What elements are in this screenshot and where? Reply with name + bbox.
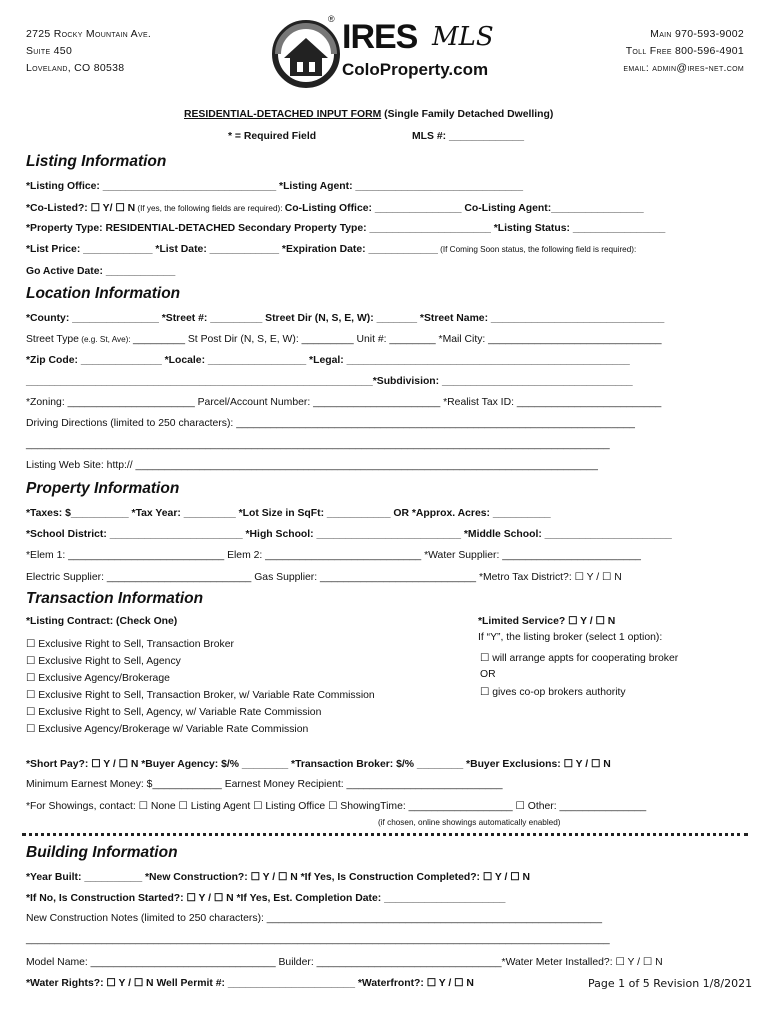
co-listed-line[interactable] — [26, 202, 644, 214]
contract-option-ers-agency[interactable]: ☐ Exclusive Right to Sell, Agency — [26, 656, 181, 667]
contract-option-ers-transaction-broker[interactable]: ☐ Exclusive Right to Sell, Transaction Broker — [26, 639, 234, 650]
office-address — [26, 26, 151, 77]
construction-started-line[interactable]: *If No, Is Construction Started?: ☐ Y / ☐ N *If Yes, Est. Completion Date: _____________________ — [26, 893, 506, 904]
list-price-line[interactable] — [26, 244, 636, 255]
short-pay-agency-line[interactable]: *Short Pay?: ☐ Y / ☐ N *Buyer Agency: $/% ________ *Transaction Broker: $/% ________ *Buyer Exclusions: ☐ Y / ☐ N — [26, 759, 611, 770]
property-type-line[interactable]: *Property Type: RESIDENTIAL-DETACHED Secondary Property Type: _____________________ *Listing Status: ________________ — [26, 223, 666, 234]
address-line-2: Suite 450 — [26, 45, 73, 57]
limited-option-or: OR — [480, 669, 496, 680]
go-active-date-field[interactable]: Go Active Date: ____________ — [26, 266, 176, 277]
school-district-line[interactable]: *School District: _______________________ *High School: _________________________ *Middle School: ______________________ — [26, 529, 672, 540]
coming-soon-note: (If Coming Soon status, the following field is required): — [437, 245, 637, 254]
earnest-money-line[interactable]: Minimum Earnest Money: $____________ Earnest Money Recipient: ___________________________ — [26, 779, 503, 790]
property-information-heading: Property Information — [26, 480, 180, 497]
logo-registered-mark: ® — [328, 14, 335, 24]
transaction-information-heading: Transaction Information — [26, 590, 204, 607]
construction-notes-field[interactable]: New Construction Notes (limited to 250 characters): __________________________________________________________ — [26, 913, 602, 924]
year-built-construction-line[interactable]: *Year Built: __________ *New Construction?: ☐ Y / ☐ N *If Yes, Is Construction Completed?: ☐ Y / ☐ N — [26, 872, 531, 883]
co-listed-note: (If yes, the following fields are required): — [135, 204, 285, 213]
listing-contract-label: *Listing Contract: (Check One) — [26, 616, 178, 627]
page-footer: Page 1 of 5 Revision 1/8/2021 — [588, 977, 753, 990]
logo-coloproperty-text: ColoProperty.com — [342, 60, 489, 79]
contact-email: email: admin@ires-net.com — [623, 62, 744, 74]
form-title-subtitle: (Single Family Detached Dwelling) — [381, 109, 554, 120]
building-information-heading: Building Information — [26, 844, 178, 861]
logo-ires-text: IRES — [342, 18, 418, 56]
required-field-note: * = Required Field — [228, 131, 317, 142]
toll-free-phone: Toll Free 800-596-4901 — [625, 45, 744, 57]
location-information-heading: Location Information — [26, 285, 181, 302]
contract-option-ers-tb-variable[interactable]: ☐ Exclusive Right to Sell, Transaction Broker, w/ Variable Rate Commission — [26, 690, 375, 701]
zip-locale-legal-line[interactable]: *Zip Code: ______________ *Locale: _________________ *Legal: _________________________________________________ — [26, 355, 630, 366]
limited-service-note: If “Y”, the listing broker (select 1 option): — [478, 632, 663, 643]
driving-directions-line-2[interactable]: _____________________________________________________________________________________________________ — [26, 439, 610, 450]
contract-option-ers-agency-variable[interactable]: ☐ Exclusive Right to Sell, Agency, w/ Variable Rate Commission — [26, 707, 322, 718]
main-phone: Main 970-593-9002 — [650, 28, 744, 40]
utilities-metro-tax-line[interactable]: Electric Supplier: _________________________ Gas Supplier: ___________________________ *Metro Tax District?: ☐ Y / ☐ N — [26, 572, 622, 583]
form-title — [184, 109, 553, 120]
ires-mls-logo — [270, 14, 510, 90]
street-type-line[interactable] — [26, 334, 662, 345]
listing-website-field[interactable]: Listing Web Site: http:// ________________________________________________________________________________ — [26, 460, 598, 471]
limited-service-checkbox[interactable]: *Limited Service? ☐ Y / ☐ N — [478, 616, 616, 627]
county-street-line[interactable]: *County: _______________ *Street #: _________ Street Dir (N, S, E, W): _______ *Street Name: ______________________________ — [26, 313, 665, 324]
listing-information-heading: Listing Information — [26, 153, 167, 170]
street-type-example: (e.g. St, Ave): — [78, 335, 133, 344]
listing-office-agent-line[interactable]: *Listing Office: ______________________________ *Listing Agent: _____________________________ — [26, 181, 523, 192]
street-dir-unit-city[interactable]: _________ St Post Dir (N, S, E, W): _________ Unit #: ________ *Mail City: ______________________________ — [132, 334, 662, 345]
water-rights-waterfront-line[interactable]: *Water Rights?: ☐ Y / ☐ N Well Permit #: ______________________ *Waterfront?: ☐ Y / ☐ N — [26, 978, 474, 989]
contract-option-agency-variable[interactable]: ☐ Exclusive Agency/Brokerage w/ Variable Rate Commission — [26, 724, 309, 735]
construction-notes-line-2[interactable]: _____________________________________________________________________________________________________ — [26, 934, 610, 945]
zoning-parcel-line[interactable]: *Zoning: ______________________ Parcel/Account Number: ______________________ *Realist Tax ID: _________________________ — [26, 397, 662, 408]
model-builder-water-meter-line[interactable]: Model Name: ________________________________ Builder: ________________________________*Water Meter Installed?: ☐ Y / ☐ N — [26, 957, 663, 968]
showings-contact-line[interactable]: *For Showings, contact: ☐ None ☐ Listing Agent ☐ Listing Office ☐ ShowingTime: __________________ ☐ Other: _______________ — [26, 801, 647, 812]
taxes-lot-size-line[interactable]: *Taxes: $__________ *Tax Year: _________ *Lot Size in SqFt: ___________ OR *Approx. Acres: __________ — [26, 508, 551, 519]
elementary-water-line[interactable]: *Elem 1: ___________________________ Elem 2: ___________________________ *Water Supplier: ________________________ — [26, 550, 641, 561]
logo-mls-text: MLS — [432, 22, 494, 52]
form-title-main: RESIDENTIAL-DETACHED INPUT FORM — [184, 109, 382, 120]
mls-number-field[interactable]: MLS #: _____________ — [412, 131, 525, 142]
limited-option-coop-authority[interactable]: ☐ gives co-op brokers authority — [480, 687, 626, 698]
co-listed-checkbox[interactable]: *Co-Listed?: ☐ Y/ ☐ N — [26, 203, 136, 214]
section-divider — [22, 833, 748, 836]
list-price-dates[interactable]: *List Price: ____________ *List Date: ____________ *Expiration Date: ____________ — [26, 244, 438, 255]
office-contact — [623, 26, 744, 77]
showings-note: (if chosen, online showings automatically enabled) — [378, 818, 561, 827]
contract-option-exclusive-agency[interactable]: ☐ Exclusive Agency/Brokerage — [26, 673, 170, 684]
street-type-label: Street Type — [26, 334, 79, 345]
address-line-3: Loveland, CO 80538 — [26, 62, 125, 74]
subdivision-line[interactable]: ____________________________________________________________*Subdivision: _________________________________ — [26, 376, 633, 387]
address-line-1: 2725 Rocky Mountain Ave. — [26, 28, 152, 40]
driving-directions-field[interactable]: Driving Directions (limited to 250 characters): _____________________________________________________________________ — [26, 418, 635, 429]
co-listing-fields[interactable]: Co-Listing Office: _______________ Co-Listing Agent:________________ — [284, 203, 644, 214]
limited-option-arrange-appts[interactable]: ☐ will arrange appts for cooperating broker — [480, 653, 679, 664]
